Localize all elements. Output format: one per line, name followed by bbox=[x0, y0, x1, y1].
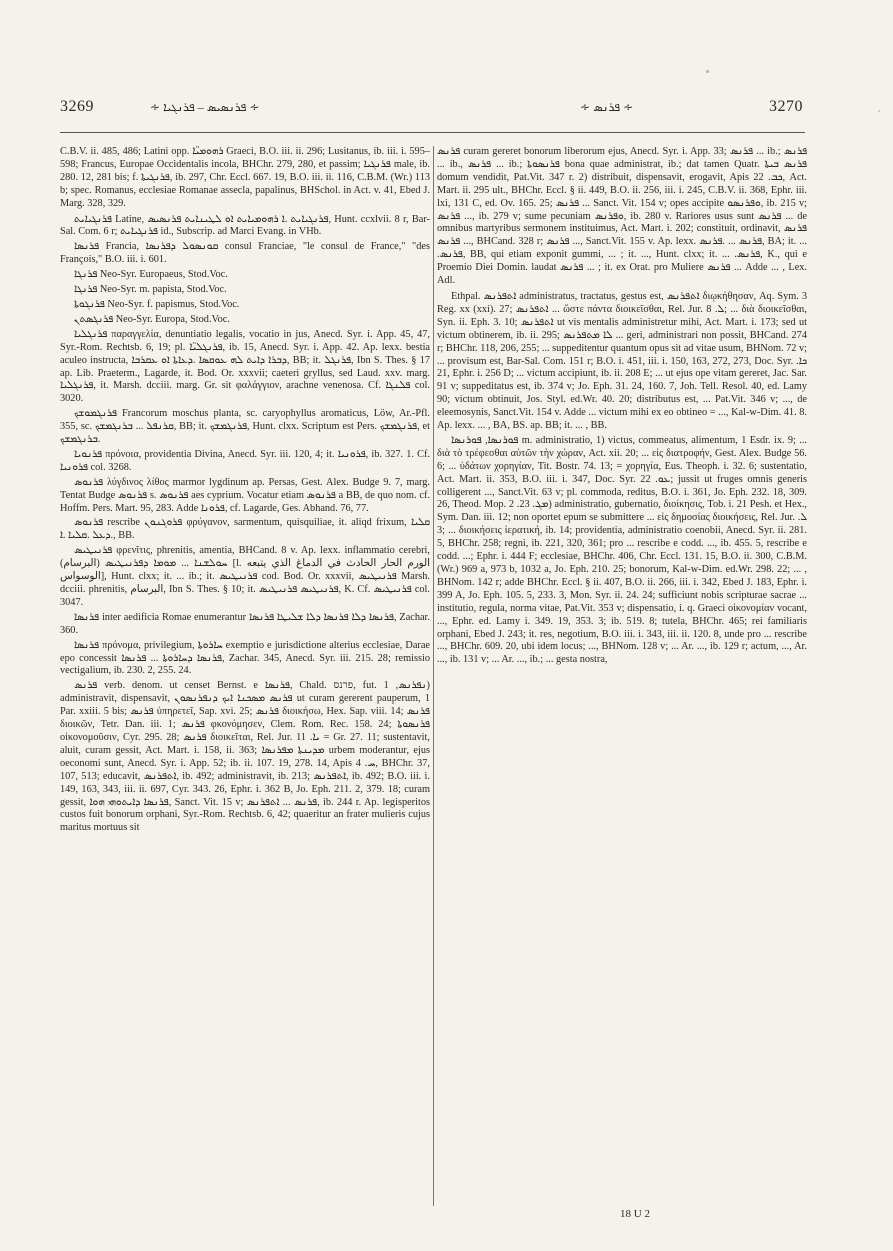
dictionary-entry: ܦܪܢܣ curam gereret bonorum liberorum ejus, Anecd. Syr. i. App. 33; ܦܪܢܣ ... ib.; ܦܪܢܣ ... ib., ܦܪܢܣ ... ib.; ܦܪܢܣܘܬܐ bona quae administrat, ib.; dat tamen Quatr. ܦܪܢܣ ܒܝܬܐ domum vendidit, Pat.Vit. 347 r. 2) distribuit, dispensavit, erogavit, Apis ܟܒ. 22, Act. Mart. ii. 295 ult., BHChr. Eccl. § ii. 449, B.O. ii. 256, iii. i. 245, C.B.V. ii. 368, Ephr. iii. lxi, 131 C, ed. Ov. 165. 25; ܦܪܢܣ ... Sanct. Vit. 154 v; opes accipite ܘܦܪܢܣܘ, ib. 215 v; ܦܪܢܣ ..., ib. 279 v; sume pecuniam ܘܦܪܢܣ, ib. 280 v. Rariores usus sunt ܦܪܢܣ ... de omnibus martyribus sermonem instituimus, Act. Mart. i. 202; constituit, ordinavit, ܦܪܢܣ ... ܦܪܢܣ, BHCand. 328 r; ܦܪܢܣ ..., Sanct.Vit. 155 v. Ap. lexx. ܦܪܢܣ ... .ܦܪܢܣ, BA; it. ... .ܦܪܢܣ, BB, qui etiam exponit gummi, ... ; it. ..., Hunt. clxx; it. ... .ܦܪܢܣ, K., qui e Proemio Diei Domin. laudat ܦܪܢܣ ... ; it. ex Orat. pro Muliere ܦܪܢܣ ... Adde ... , Lex. Adl. bbox=[437, 146, 807, 287]
dictionary-entry: ܦܪܢܣܐ Francia, ܩܘܢܣܘܠ ܕܦܪܢܣܐ consul Franciae, "le consul de France," "des François," B.O. iii. i. 601. bbox=[60, 241, 430, 266]
dictionary-entry: Ethpal. ܐܬܦܪܢܣ administratus, tractatus, gestus est, ܐܬܦܪܢܣ διῳκήθησαν, Aq. Sym. 3 Reg. xx (xxi). 27; ܐܬܦܪܢܣ ... ὥστε πάντα διοικεῖσθαι, Rel. Jur. ܠ. 8; ... διὰ διοικεῖσθαι, Syn. ii. Eph. 3. 10; ܐܬܦܪܢܣ ut vis mentalis administretur mihi, Act. Mart. i. 173; sed ut victum obtinerem, ib. ii. 295; ܠܐ ܡܬܦܪܢܣ ... geri, administrari non possit, BHCand. 274 r; BHChr. 118, 206, 255; ... suppeditentur quantum opus sit ad vitae usum, BHNom. 72 v; ... provisum est, Bar-Sal. Com. 151 r; B.O. i. 451, iii. i. 150, 163, 272, 273, Doc. Syr. ܟܐ. 21, Ephr. i. 256 D; ... victum accipiunt, ib. ii. 208 E; ... ut ejus ope vitam gereret, Jac. Sar. 91 v; suppeditatus est, ib. 374 v; Jo. Eph. 31. 24, 160. 7, Joh. Tell. Resol. 40, ed. Lamy 90; victum obtinuit, Jos. Styl. ed.Wr. 40. 20; distributus est, ... Pat.Vit. 346 v; ..., de eleemosynis, Sanct.Vit. 154 v. Adde ... victum mihi ex eo obtineo = ..., Kal-w-Dim. 41. 8. Ap. lexx. ... , BA, BS. ap. BB; it. ... , BB. bbox=[437, 290, 807, 432]
dictionary-entry: ܦܪܢܣ verb. denom. ut censet Bernst. e ܦܪܢܣܐ, Chald. פרנס, fut. ܢܦܪܢܣ, 1) administravit, dispensavit, ܦܪܢܣ ܡܣܟܢܐ ܐܝܟ ܕܢܦܪܢܣܘܢ ut curam gererent pauperum, 1 Par. xxiii. 5 bis; ܦܪܢܣ ὑπηρετεῖ, Sap. xvi. 25; ܦܪܢܣ διοικήσω, Hex. Sap. viii. 14; ܦܪܢܣ διοικῶν, Tetr. Dan. iii. 1; ܦܪܢܣ φκονόμησεν, Clem. Rom. Rec. 158. 24; ܦܪܢܣܘܬܐ οἰκονομοῦσιν, Cyr. 295. 28; ܦܪܢܣ διοικεῖται, Rel. Jur. ܝܐ. 11 = Gr. 27. 11; sustentavit, aluit, curam gessit, Act. Mart. i. 158, ii. 363; ܡܕܝܢܬܐ ܡܦܪܢܣܐ urbem moderantur, ejus oeconomi sunt, Anecd. Syr. i. App. 52; ib. ii. 107. 19, 278. 14, Apis ܚ. 4, BHChr. 37, 107, 513; educavit, ܐܬܦܪܢܣ, ib. 492; administravit, ib. 213; ܐܬܦܪܢܣ, ib. 492; B.O. iii. i. 149, 163, 343, iii. ii. 697, Cyr. 343. 26, Ephr. i. 362 B, Jo. Eph. 211. 2, 379. 18; curam gessit, ܦܪܢܣܐ ܕܐܝܬܘܗܝ ܗܘܐ, Sanct. Vit. 15 v; ܦܪܢܣ ... ܐܬܦܪܢܣ, ib. 244 r. Ap. legisperitos custos fuit bonorum orphani, Syr.-Rom. Rechtsb. 6, 42; quaeritur an frater mulieris cujus maritus mortuus sit bbox=[60, 680, 430, 834]
page-header bbox=[60, 98, 803, 120]
dictionary-entry: C.B.V. ii. 485, 486; Latini opp. ܪܗܘܡܝ̈ܐ Graeci, B.O. iii. ii. 296; Lusitanus, ib. iii. i. 595–598; Francus, Europae Occidentalis incola, BHChr. 279, 280, et passim; ܦܪܢܓܝܐ male, ib. 280. 12, 281 bis; f. ܦܪܢܓܝܬܐ, ib. 297, Chr. Eccl. 667. 19, B.O. iii. ii. 116, C.B.M. (Wr.) 113 b; spec. Romanus, ecclesiae Romanae assecla, papalinus, BHSchol. in Act. v. 41, Ebed J. Marg. 328, 329. bbox=[60, 146, 430, 209]
column-divider bbox=[433, 146, 434, 1206]
signature-mark: 18 U 2 bbox=[620, 1208, 650, 1220]
dictionary-entry: ܦܪܢܓܠܝܐ παραγγελία, denuntiatio legalis, vocatio in jus, Anecd. Syr. i. App. 45, 47, Syr.-Rom. Rechtsb. 6, 19; pl. ܦܪܢܓܠܝ̈ܐ, ib. 15, Anecd. Syr. i. App. 42. Ap. lexx. bestia aculeo instructa, ܕܒܪܐ ܕܐܝܬ ܠܗ ܥܘܩܣܐ .ܕܥܐܬܐ ܐܘ ܥܩܪܒܐ, BB; it. ܦܪܢܓܠ, Ibn S. Thes. § 17 ap. Lib. Praeterm., Lagarde, it. Bod. Or. xxxvii; caeteri gryllus, sed Laud. xxv. marg. ܦܪܢܓܠܝܐ, it. Marsh. dcciii. marg. Gr. sit φαλάγγιον, arachne venenosa. Cf. ܦܠܢܓܐ col. 3020. bbox=[60, 328, 430, 405]
dictionary-entry: ܦܪܢܣܐ πρόνομα, privilegium, ܚܐܪܘܬܐ exemptio e jurisdictione alterius ecclesiae, Darae epo concessit ܦܪܢܣܐ ܕܚܐܪܘܬܐ ... ܦܪܢܣܐ, Zachar. 345, Anecd. Syr. iii. 215. 28; remissio vectigalium, ib. 230. 2, 255. 24. bbox=[60, 639, 430, 677]
dictionary-entry: ܦܪܢܘܣ λύγδινος λίθος marmor lygdinum ap. Persas, Gest. Alex. Budge 9. 7, marg. Tentat Budge ܦܪܢܘܣ s. ܦܪܢܘܣ aes cyprium. Vocatur etiam ܦܪܢܘܣ a BB, de quo nom. cf. Hoffm. Pers. Mart. 95, 283. Adde ܦܪܘܢܐ, cf. Lagarde, Ges. Abhand. 76, 77. bbox=[60, 476, 430, 514]
dictionary-entry: ܦܘܪܢܣܐ, ܦܘܪܢܣܐ m. administratio, 1) victus, commeatus, alimentum, 1 Esdr. ix. 9; ... διὰ τὸ τρέφεσθαι αὐτῶν τὴν χώραν, Act. xii. 20; ... εἰς διατροφήν, Gest. Alex. Budge 56. 6; ... ὑδάτων χορηγίαν, Tit. Bostr. 74. 13; = χορηγία, Eus. Theoph. i. 32. 6; sustentatio, Act. Mart. ii. 353, B.O. iii. i. 347, Doc. Syr. ܥܘ. 22; jussit ut fruges omnis generis colligerent ..., Sanct.Vit. 63 v; pl. commoda, reditus, B.O. i. 361, Jo. Eph. 232. 18, 309. 26, Theod. Mop. ܡܓ. 23. 2) administratio, gubernatio, διοίκησις, Tob. i. 21 Pesh. et Hex., Sym. Dan. iii. 12; non oportet epum se submittere ... εἰς δημοσίας διοικήσεις, Rel. Jur. ܠ. 3; ... διοικήσεις ἱερατική, ib. 14; providentia, administratio coenobii, Anecd. Syr. ii. 281. 5, BHChr. 258; regni, ib. 221, 320, 361; pro ... rescribe e codd. ..., ib. 455. 5, rescribe e codd. ...; Ephr. i. 444 F; ecclesiae, BHChr. 406, Chr. Eccl. 131. 15, B.O. ii. 300, C.B.M. (Wr.) 969 a, 973 b, 1032 a, Jo. Eph. 210. 25; bonorum, Kal-w-Dim. ed.Wr. 298. 22; ... , BHNom. 142 r; adde BHChr. Eccl. § ii. 407, B.O. ii. 266, iii. i. 342, Ebed J. 183, Ephr. i. 399 A, Jo. Eph. 105. 5, 233. 3, Mon. Syr. ii. 24. 24; sufficiunt nobis scripturae sacrae ... institutio, regula, norma vitae, Pat.Vit. 353 v; dispensatio, i. q. Graeci οἰκονομίαν vocant, ..., Ephr. ed. Lamy i. 349. 19, 353. 3; ib. 519. 8; tutela, BHChr. 465; rei familiaris orphani, Ebed J. 243; it. res, negotium, B.O. iii. i. 343, iii. ii. 120. 8, unde pro ... rescribe ..., BHChr. 609. 20, ubi idem locus; ..., BHNom. 128 v; ... Ar. ..., ib. 129 r; actum, ..., Ar. ..., ib. 131 v; ... Ar. ..., ib.; ... gesta nostra, bbox=[437, 434, 807, 666]
dictionary-entry: ܦܪܢܓܡܘܫܟ Francorum moschus planta, sc. caryophyllus aromaticus, Löw, Ar.-Pfl. 355, sc. ܩܪܢܦܠ ... ܒܪܢܓܡܫܟ, BB; it. ܦܪܢܓܡܫܟ, Hunt. clxx. Scriptum est Pers. ܦܪܢܓܡܫܟ, et ܒܪܢܓܡܫܟ. bbox=[60, 408, 430, 446]
dictionary-entry: ܦܪܢܓܝܐܝܬ Latine, ܦܪܢܓܝܐܝܬ .ܐ ܪܗܘܡܝܐܝܬ ܐܘ ܠܛܝܢܐܝܬ ܦܪܢܣܝܣ, Hunt. ccxlvii. 8 r, Bar-Sal. Com. 6 r; ܦܪܢܓܝܐܝܬ id., Subscrip. ad Marci Evang. in VHb. bbox=[60, 213, 430, 238]
dictionary-entry: ܦܪܢܓܐ Neo-Syr. Europaeus, Stod.Voc. bbox=[74, 269, 228, 281]
dictionary-entry: ܦܪܢܓܘܬܐ Neo-Syr. f. papismus, Stod.Voc. bbox=[74, 298, 240, 310]
dictionary-entry: ܦܪܢܓܣܬܢ Neo-Syr. Europa, Stod.Voc. bbox=[74, 313, 230, 325]
dictionary-entry: ܦܪܢܝܛܝܣ φρενῖτις, phrenitis, amentia, BHCand. 8 v. Ap. lexx. inflammatio cerebri, ܚܘܠܫܢܐ ... ܡܘܡܐ ܕܦܪܢܝܛܝܣ (البرسام) [l. الورم الحار الحادث في الدماغ الذي يتبعه الوسواس], Hunt. clxx; it. ... ib.; it. ܦܪܢܝܛܝܣ cod. Bod. Or. xxxvii, ܦܪܢܝܛܝܣ Marsh. dcciii. phrenitis, البرسام, Ibn S. Thes. § 10; it. ܦܪܢܝܛܝܣ ܦܪܢܝܛܝܣ, K. Cf. ܦܪܢܝܛܝܣ col. 3047. bbox=[60, 545, 430, 608]
left-page-number: 3269 bbox=[60, 98, 94, 115]
dictionary-entry: ܦܪܢܣܐ inter aedificia Romae enumerantur ܦܪܢܣܐ ܕܠܐ ܦܪܢܣܐ ܕܠܐ ܫܠܝܛܐ ܦܪܢܣܐ, Zachar. 360. bbox=[60, 611, 430, 636]
dictionary-entry: ܦܪܢܘܝܐ πρόνοια, providentia Divina, Anecd. Syr. iii. 120, 4; it. ܦܪܘܢܝܐ, ib. 327. 1. Cf. ܦܪܘܢܝܐ col. 3268. bbox=[60, 448, 430, 473]
paper-speck bbox=[706, 70, 709, 73]
left-running-head: ∻ ܦܪܢܣܝܣ – ܦܪܢܓܝܐ ∻ bbox=[150, 100, 260, 114]
left-column bbox=[60, 146, 430, 1221]
right-running-head: ∻ ܦܪܢܣ ∻ bbox=[580, 100, 634, 114]
dictionary-entry: ܦܪܢܓܐ Neo-Syr. m. papista, Stod.Voc. bbox=[74, 284, 227, 296]
right-column bbox=[437, 146, 807, 1221]
dictionary-entry: ܦܪܢܘܣ rescribe ܦܪܘܓܢܘܢ φρύγανον, sarmentum, quisquiliae, it. aliqd frixum, ܩܠܝܐ .ܕܥܠ .ܩܠܝܐ .ܐ, BB. bbox=[60, 517, 430, 542]
right-page-number: 3270 bbox=[769, 98, 803, 115]
header-rule bbox=[60, 132, 805, 133]
paper-speck bbox=[878, 110, 880, 112]
